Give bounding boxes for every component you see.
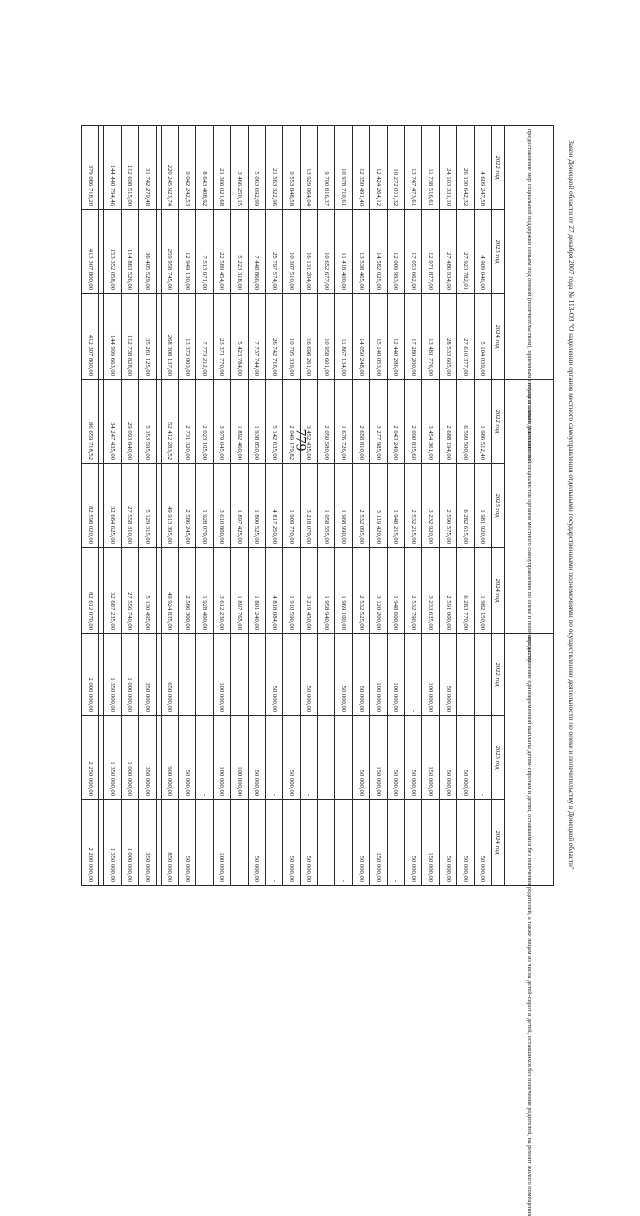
year-header: 2022 год <box>492 634 505 716</box>
table-cell: 28 533 605,00 <box>439 294 456 380</box>
table-cell: 9 553 848,58 <box>283 126 300 210</box>
table-cell: 21 366 021,68 <box>213 126 230 210</box>
table-cell: 12 350 491,40 <box>352 126 369 210</box>
table-cell: 16 131 204,00 <box>300 210 317 294</box>
table-cell: 13 747 473,61 <box>405 126 422 210</box>
table-cell: 144 999 663,00 <box>104 294 121 380</box>
table-cell: 1 948 600,00 <box>387 548 404 634</box>
table-row <box>161 126 178 886</box>
table-cell: 1 958 555,00 <box>318 464 335 548</box>
table-cell: 2 532 525,00 <box>352 548 369 634</box>
table-cell: 27 610 377,00 <box>457 294 474 380</box>
table-cell: 100 000,00 <box>231 716 248 800</box>
year-header-row <box>492 126 505 886</box>
table-cell: 50 000,00 <box>405 716 422 800</box>
table-cell: 1 982 150,00 <box>474 548 491 634</box>
table-cell: 5 153 595,00 <box>139 380 156 464</box>
table-cell: 50 000,00 <box>248 800 265 886</box>
table-cell: 3 612 230,00 <box>213 548 230 634</box>
table-cell: 1 897 765,00 <box>231 548 248 634</box>
table-cell: 10 958 601,00 <box>318 294 335 380</box>
table-cell: 2 090 835,60 <box>405 380 422 464</box>
table-cell <box>335 716 352 800</box>
table-cell: 1 897 425,00 <box>231 464 248 548</box>
table-cell <box>156 634 161 716</box>
table-cell: 2 731 320,00 <box>178 380 195 464</box>
table-cell: 2 050 580,00 <box>318 380 335 464</box>
table-cell <box>99 716 104 800</box>
table-cell <box>156 210 161 294</box>
table-cell: 3 219 450,00 <box>300 548 317 634</box>
table-cell: 900 000,00 <box>161 716 178 800</box>
table-cell: 50 000,00 <box>457 716 474 800</box>
table-cell: 50 000,00 <box>283 800 300 886</box>
table-cell: 7 737 744,00 <box>248 294 265 380</box>
table-cell: 1 909 770,00 <box>283 464 300 548</box>
table-cell: 2 000 000,00 <box>82 634 99 716</box>
table-cell: 6 282 615,00 <box>457 464 474 548</box>
table-cell: 1 928 070,00 <box>196 464 213 548</box>
table-cell: 150 000,00 <box>422 716 439 800</box>
table-cell <box>156 294 161 380</box>
table-cell: 27 556 740,00 <box>121 548 138 634</box>
table-cell: - <box>300 716 317 800</box>
year-header: 2022 год <box>492 380 505 464</box>
table-cell: 6 599 500,00 <box>457 380 474 464</box>
table-cell: 150 000,00 <box>422 800 439 886</box>
table-cell: 150 000,00 <box>370 800 387 886</box>
table-row <box>265 126 282 886</box>
table-cell: - <box>196 716 213 800</box>
table-cell: 31 742 279,48 <box>139 126 156 210</box>
table-cell: 50 000,00 <box>439 634 456 716</box>
table-cell: 36 405 529,00 <box>139 210 156 294</box>
table-cell: 2 586 245,00 <box>178 464 195 548</box>
table-cell: 3 454 361,00 <box>422 380 439 464</box>
table-cell: 1 892 460,00 <box>231 380 248 464</box>
table-cell: 1 938 850,00 <box>248 380 265 464</box>
table-cell: 49 913 395,00 <box>161 464 178 548</box>
table-row <box>99 126 104 886</box>
table-cell: 10 652 677,00 <box>318 210 335 294</box>
table-row <box>213 126 230 886</box>
table-cell: 9 042 242,53 <box>178 126 195 210</box>
table-cell: - <box>405 634 422 716</box>
table-row <box>82 126 99 886</box>
table-cell <box>156 716 161 800</box>
table-cell <box>318 716 335 800</box>
table-cell: 3 218 070,00 <box>300 464 317 548</box>
table-row <box>156 126 161 886</box>
table-cell <box>99 210 104 294</box>
table-cell: 2 591 000,00 <box>439 548 456 634</box>
table-cell: 5 130 495,00 <box>139 548 156 634</box>
table-cell: 52 412 283,52 <box>161 380 178 464</box>
table-cell: 3 979 045,00 <box>213 380 230 464</box>
table-row <box>318 126 335 886</box>
table-cell: 4 909 046,00 <box>474 210 491 294</box>
table-cell: 1 000 000,00 <box>121 716 138 800</box>
table-cell: 1 676 726,00 <box>335 380 352 464</box>
table-cell: 1 350 000,00 <box>104 634 121 716</box>
table-cell <box>99 464 104 548</box>
table-cell: 2 532 790,00 <box>405 548 422 634</box>
table-cell: 10 795 339,00 <box>283 294 300 380</box>
table-cell: 7 773 212,00 <box>196 294 213 380</box>
table-cell: 9 790 816,37 <box>318 126 335 210</box>
table-cell: 112 698 515,00 <box>121 126 138 210</box>
table-cell: 100 000,00 <box>387 634 404 716</box>
table-cell: - <box>265 800 282 886</box>
table-row <box>196 126 213 886</box>
year-header: 2024 год <box>492 294 505 380</box>
table-cell: 144 440 794,46 <box>104 126 121 210</box>
table-row <box>121 126 138 886</box>
table-cell: 350 000,00 <box>139 716 156 800</box>
table-cell: 50 000,00 <box>439 716 456 800</box>
table-cell: 350 000,00 <box>139 634 156 716</box>
table-cell: 1 350 000,00 <box>104 800 121 886</box>
year-header: 2024 год <box>492 548 505 634</box>
table-cell: 1 986 512,40 <box>474 380 491 464</box>
table-cell: 379 086 718,20 <box>82 126 99 210</box>
table-cell <box>178 634 195 716</box>
table-cell: 220 245 923,74 <box>161 126 178 210</box>
table-cell: 10 272 011,32 <box>387 126 404 210</box>
year-header: 2023 год <box>492 210 505 294</box>
table-cell <box>196 800 213 886</box>
table-row <box>405 126 422 886</box>
table-cell: 1 350 000,00 <box>104 716 121 800</box>
table-cell <box>99 294 104 380</box>
table-cell: 13 373 003,00 <box>178 294 195 380</box>
table-body <box>82 126 492 886</box>
table-cell: 11 867 134,00 <box>335 294 352 380</box>
table-cell: 413 307 800,00 <box>82 210 99 294</box>
table-cell: 35 261 125,00 <box>139 294 156 380</box>
table-row <box>474 126 491 886</box>
year-header: 2023 год <box>492 716 505 800</box>
table-cell: 22 589 454,00 <box>213 210 230 294</box>
table-cell: 50 000,00 <box>335 634 352 716</box>
table-cell: 10 307 510,00 <box>283 210 300 294</box>
table-cell: 268 308 137,00 <box>161 294 178 380</box>
table-cell: 100 000,00 <box>213 800 230 886</box>
table-cell <box>156 548 161 634</box>
table-cell: 2 688 194,00 <box>439 380 456 464</box>
table-cell: 50 000,00 <box>265 634 282 716</box>
table-row <box>422 126 439 886</box>
table-cell: 2 590 575,00 <box>439 464 456 548</box>
table-cell: 100 000,00 <box>370 634 387 716</box>
table-cell: 13 481 776,00 <box>422 294 439 380</box>
law-title: Закон Донецкой области от 27 декабря 2007 года № 113-ОЗ "О наделении органов местного самоуправления отдельными государственными полномочиями по осуществлению деятельности по опеке и попечительству в Донецкой области" <box>567 140 575 870</box>
table-row <box>387 126 404 886</box>
table-row <box>104 126 121 886</box>
table-cell: 5 063 692,99 <box>248 126 265 210</box>
table-cell: 150 000,00 <box>370 716 387 800</box>
table-cell: 259 958 745,00 <box>161 210 178 294</box>
table-cell: 5 423 784,00 <box>231 294 248 380</box>
table-cell: 850 000,00 <box>161 800 178 886</box>
table-cell: 12 424 264,12 <box>370 126 387 210</box>
table-cell: 50 000,00 <box>405 800 422 886</box>
table-cell: 2 049 179,82 <box>283 380 300 464</box>
table-cell: 1 000 000,00 <box>121 800 138 886</box>
table-cell: 50 000,00 <box>457 800 474 886</box>
table-row <box>300 126 317 886</box>
table-cell: 5 129 315,00 <box>139 464 156 548</box>
table-cell: 8 643 408,92 <box>196 126 213 210</box>
table-cell: 1 000 000,00 <box>121 634 138 716</box>
table-cell: 3 232 920,00 <box>422 464 439 548</box>
rotated-table-block <box>86 125 578 1216</box>
table-cell <box>283 634 300 716</box>
table-cell <box>156 464 161 548</box>
group-header-social-support: предоставление мер социальной поддержки семьям под опекой (попечительством), приемным семьям и семьям усыновителей <box>505 126 554 380</box>
table-cell: 17 053 662,00 <box>405 210 422 294</box>
table-cell: 153 352 058,00 <box>104 210 121 294</box>
table-cell <box>99 800 104 886</box>
table-cell: 5 223 318,00 <box>231 210 248 294</box>
year-header: 2023 год <box>492 464 505 548</box>
table-cell: 7 448 866,00 <box>248 210 265 294</box>
table-cell: 2 043 249,00 <box>387 380 404 464</box>
table-cell: 50 000,00 <box>352 800 369 886</box>
table-cell: 50 000,00 <box>178 800 195 886</box>
table-cell: 100 000,00 <box>213 716 230 800</box>
page-number: 779 <box>292 428 309 452</box>
table-cell <box>231 634 248 716</box>
table-cell <box>318 634 335 716</box>
table-cell: 3 119 420,00 <box>370 464 387 548</box>
table-cell: 50 000,00 <box>352 634 369 716</box>
table-cell: - <box>335 800 352 886</box>
table-cell: 50 000,00 <box>474 800 491 886</box>
table-cell: 27 558 310,00 <box>121 464 138 548</box>
table-row <box>178 126 195 886</box>
table-cell <box>99 126 104 210</box>
table-cell: 3 277 985,00 <box>370 380 387 464</box>
table-cell: 1 968 990,00 <box>335 464 352 548</box>
table-row <box>370 126 387 886</box>
table-cell: 5 142 635,00 <box>265 380 282 464</box>
table-cell: 11 738 516,61 <box>422 126 439 210</box>
table-cell: 1 800 525,00 <box>248 464 265 548</box>
table-cell: 12 009 993,00 <box>387 210 404 294</box>
table-cell: 32 684 625,00 <box>104 464 121 548</box>
table-cell: 650 000,00 <box>161 634 178 716</box>
table-cell: 1 948 215,00 <box>387 464 404 548</box>
table-cell: - <box>387 800 404 886</box>
table-row <box>457 126 474 886</box>
table-cell: 4 817 250,00 <box>265 464 282 548</box>
table-cell: 5 104 039,00 <box>474 294 491 380</box>
table-cell: 1 801 240,00 <box>248 548 265 634</box>
table-cell: 2 532 215,00 <box>405 464 422 548</box>
table-cell <box>248 634 265 716</box>
table-cell: - <box>474 716 491 800</box>
table-cell: 50 000,00 <box>178 716 195 800</box>
table-cell <box>156 380 161 464</box>
table-cell: 12 949 130,00 <box>178 210 195 294</box>
table-cell <box>99 548 104 634</box>
table-cell: 3 610 860,00 <box>213 464 230 548</box>
budget-table <box>81 125 554 1216</box>
table-cell: 12 440 286,00 <box>387 294 404 380</box>
table-cell: 7 513 071,00 <box>196 210 213 294</box>
table-cell: 50 000,00 <box>283 716 300 800</box>
table-cell: 1 910 590,00 <box>283 548 300 634</box>
table-cell: 27 923 782,01 <box>457 210 474 294</box>
table-cell: 350 000,00 <box>139 800 156 886</box>
table-cell: 50 000,00 <box>352 716 369 800</box>
table-cell: 50 000,00 <box>300 634 317 716</box>
table-cell: 14 582 025,00 <box>370 210 387 294</box>
table-cell: 1 928 400,00 <box>196 548 213 634</box>
table-cell: 16 696 261,00 <box>300 294 317 380</box>
table-cell: 1 958 940,00 <box>318 548 335 634</box>
table-cell <box>474 634 491 716</box>
table-row <box>283 126 300 886</box>
table-row <box>439 126 456 886</box>
table-cell: 2 532 095,00 <box>352 464 369 548</box>
table-cell: 49 924 835,00 <box>161 548 178 634</box>
table-cell: 15 140 053,00 <box>370 294 387 380</box>
table-cell: 3 452 435,00 <box>300 380 317 464</box>
table-cell: 2 586 300,00 <box>178 548 195 634</box>
table-cell: 112 738 828,00 <box>121 294 138 380</box>
table-cell: 412 307 800,00 <box>82 294 99 380</box>
year-header: 2024 год <box>492 800 505 886</box>
table-cell: 82 598 020,00 <box>82 464 99 548</box>
table-cell: 13 538 465,00 <box>352 210 369 294</box>
table-cell: 26 742 716,00 <box>265 294 282 380</box>
table-cell <box>231 800 248 886</box>
table-cell: 50 000,00 <box>387 716 404 800</box>
table-cell: 50 000,00 <box>248 716 265 800</box>
table-cell: 2 200 000,00 <box>82 800 99 886</box>
table-cell: 3 466 250,15 <box>231 126 248 210</box>
table-cell: 100 000,00 <box>422 634 439 716</box>
table-cell: 114 883 526,00 <box>121 210 138 294</box>
table-cell <box>318 800 335 886</box>
table-cell: 6 283 770,00 <box>457 548 474 634</box>
table-cell: 21 563 322,96 <box>265 126 282 210</box>
year-header: 2022 год <box>492 126 505 210</box>
table-cell: 50 000,00 <box>439 800 456 886</box>
table-cell: 100 000,00 <box>213 634 230 716</box>
table-cell <box>156 800 161 886</box>
table-cell: 13 929 064,04 <box>300 126 317 210</box>
table-row <box>248 126 265 886</box>
table-cell: 34 247 435,00 <box>104 380 121 464</box>
table-cell: 14 050 248,00 <box>352 294 369 380</box>
table-cell: - <box>265 716 282 800</box>
table-row <box>139 126 156 886</box>
table-cell: 4 818 084,00 <box>265 548 282 634</box>
table-row <box>335 126 352 886</box>
table-cell: 82 612 070,00 <box>82 548 99 634</box>
table-cell <box>99 380 104 464</box>
table-cell: 25 797 574,00 <box>265 210 282 294</box>
table-cell: 86 659 718,52 <box>82 380 99 464</box>
table-cell <box>156 126 161 210</box>
table-cell: 11 418 400,00 <box>335 210 352 294</box>
group-header-specialists: осуществление деятельности специалистов органов местного самоуправления по опеке и попечительству <box>505 380 554 634</box>
table-cell <box>196 634 213 716</box>
table-cell: 27 486 934,00 <box>439 210 456 294</box>
table-cell: 3 233 635,00 <box>422 548 439 634</box>
table-cell: 4 609 247,58 <box>474 126 491 210</box>
table-cell: 1 981 920,00 <box>474 464 491 548</box>
table-cell: 3 120 200,00 <box>370 548 387 634</box>
table-cell: 17 280 200,00 <box>405 294 422 380</box>
table-cell: 2 250 000,00 <box>82 716 99 800</box>
table-cell: 50 000,00 <box>300 800 317 886</box>
table-cell <box>99 634 104 716</box>
table-row <box>352 126 369 886</box>
table-cell: 12 971 877,00 <box>422 210 439 294</box>
table-row <box>231 126 248 886</box>
table-cell: 23 371 770,00 <box>213 294 230 380</box>
group-header-repair-payment: предоставление единовременной выплаты детям-сиротам и детям, оставшимся без попечения родителей, а также лицам из числа детей-сирот и детей, оставшихся без попечения родителей, на ремонт жилого помещения <box>505 634 554 886</box>
table-cell: 1 969 100,00 <box>335 548 352 634</box>
table-cell: 2 658 810,00 <box>352 380 369 464</box>
table-cell <box>457 634 474 716</box>
table-cell: 2 023 105,00 <box>196 380 213 464</box>
table-cell: 32 687 235,00 <box>104 548 121 634</box>
table-cell: 26 130 642,32 <box>457 126 474 210</box>
table-cell: 29 093 840,00 <box>121 380 138 464</box>
table-cell: 10 978 710,61 <box>335 126 352 210</box>
table-cell: 24 103 331,10 <box>439 126 456 210</box>
